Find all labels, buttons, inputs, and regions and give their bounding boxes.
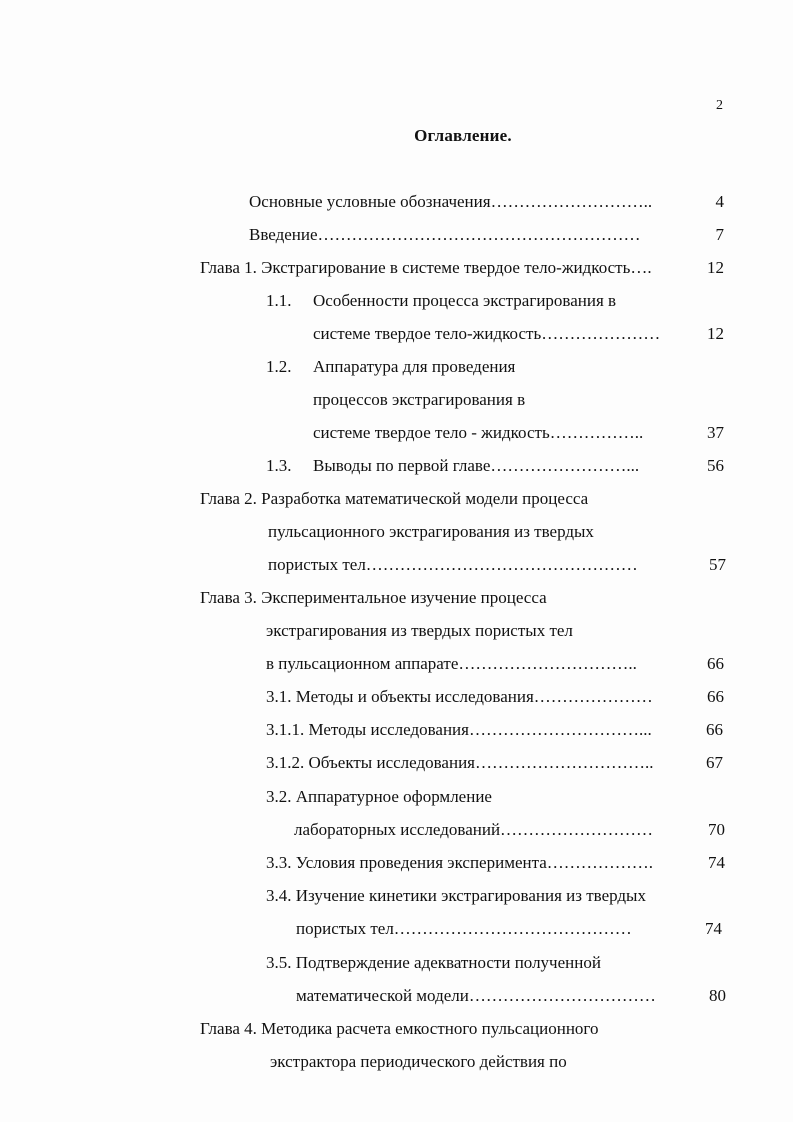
toc-entry-page: 56 (707, 456, 724, 475)
toc-entry-page: 70 (708, 820, 725, 839)
toc-entry-text: Глава 1. Экстрагирование в системе твердое тело-жидкость…. (200, 258, 652, 277)
toc-entry-text: Выводы по первой главе……………………... (313, 456, 640, 475)
toc-entry-page: 7 (715, 225, 724, 244)
toc-entry-page: 66 (706, 720, 723, 739)
toc-entry-text: Глава 2. Разработка математической модели процесса (200, 489, 589, 508)
toc-entry-text: экстрагирования из твердых пористых тел (266, 621, 573, 640)
toc-entry-text: пульсационного экстрагирования из твердых (268, 522, 594, 541)
toc-entry-text: экстрактора периодического действия по (270, 1052, 567, 1071)
toc-entry-num: 1.1. (266, 291, 292, 310)
toc-entry-num: 1.2. (266, 357, 292, 376)
toc-entry-text: 3.3. Условия проведения эксперимента………………. (266, 853, 654, 872)
toc-entry-page: 12 (707, 324, 724, 343)
toc-entry-page: 4 (715, 192, 724, 211)
toc-entry-text: Особенности процесса экстрагирования в (313, 291, 617, 310)
toc-entry-text: системе твердое тело - жидкость…………….. (313, 423, 644, 442)
toc-entry-text: Основные условные обозначения……………………….. (249, 192, 653, 211)
toc-entry-page: 57 (709, 555, 726, 574)
toc-entry-text: лабораторных исследований……………………… (294, 820, 654, 839)
toc-entry-text: 3.1. Методы и объекты исследования………………… (266, 687, 653, 706)
toc-entry-page: 80 (709, 986, 726, 1005)
page-number: 2 (716, 98, 723, 113)
toc-entry-text: Введение………………………………………………… (249, 225, 641, 244)
toc-entry-page: 66 (707, 654, 724, 673)
toc-entry-text: математической модели…………………………… (296, 986, 656, 1005)
toc-entry-text: в пульсационном аппарате………………………….. (266, 654, 637, 673)
toc-entry-text: 3.4. Изучение кинетики экстрагирования из твердых (266, 886, 646, 905)
toc-entry-text: 3.1.1. Методы исследования…………………………... (266, 720, 652, 739)
toc-entry-text: Глава 3. Экспериментальное изучение процесса (200, 588, 547, 607)
toc-entry-page: 74 (708, 853, 725, 872)
toc-entry-text: 3.1.2. Объекты исследования………………………….. (266, 753, 654, 772)
toc-entry-page: 66 (707, 687, 724, 706)
toc-entry-page: 67 (706, 753, 723, 772)
toc-entry-text: пористых тел………………………………………… (268, 555, 638, 574)
toc-entry-text: Аппаратура для проведения (313, 357, 516, 376)
toc-entry-page: 12 (707, 258, 724, 277)
toc-entry-text: Глава 4. Методика расчета емкостного пульсационного (200, 1019, 599, 1038)
toc-entry-text: 3.5. Подтверждение адекватности полученной (266, 953, 601, 972)
toc-entry-page: 74 (705, 919, 722, 938)
toc-title: Оглавление. (414, 126, 512, 145)
toc-entry-num: 1.3. (266, 456, 292, 475)
toc-entry-text: 3.2. Аппаратурное оформление (266, 787, 492, 806)
toc-entry-page: 37 (707, 423, 724, 442)
toc-entry-text: пористых тел…………………………………… (296, 919, 632, 938)
toc-entry-text: системе твердое тело-жидкость………………… (313, 324, 661, 343)
toc-entry-text: процессов экстрагирования в (313, 390, 526, 409)
